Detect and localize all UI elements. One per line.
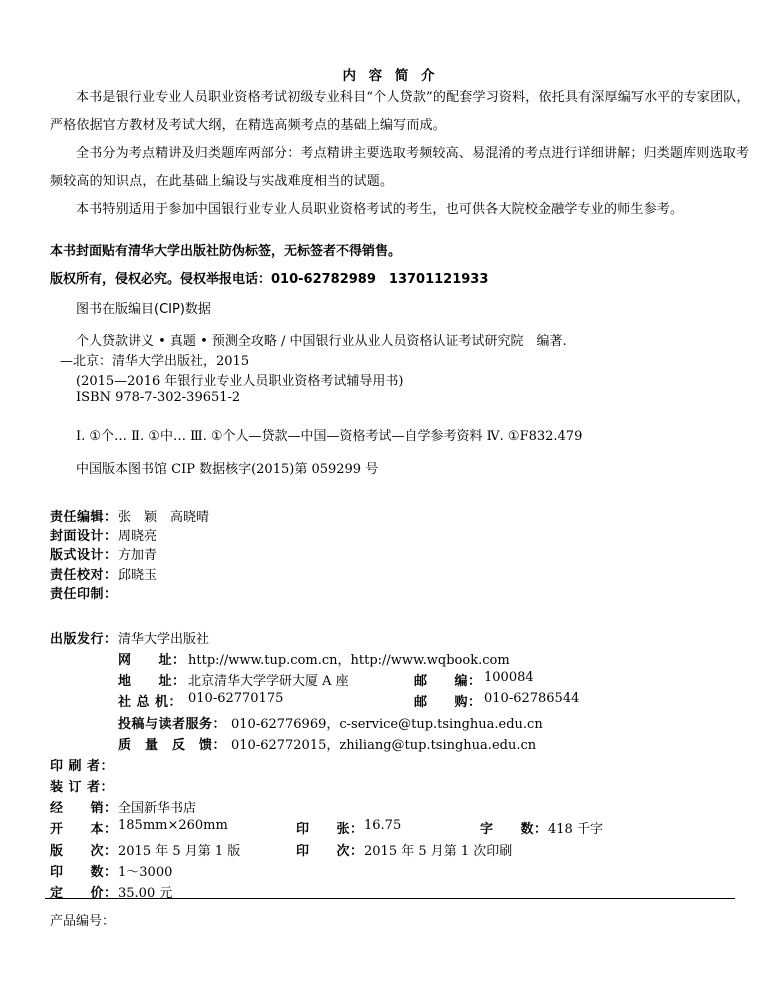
website-label: 网 址：: [118, 653, 186, 668]
edition-label: 版 次：: [50, 844, 118, 859]
print-run-value: 1～3000: [118, 865, 173, 880]
quality-feedback-value: 010-62772015，zhiliang@tup.tsinghua.edu.cn: [231, 738, 537, 753]
switchboard-value: 010-62770175: [188, 691, 284, 706]
price-label: 定 价：: [50, 886, 118, 901]
editor-label: 责任编辑：: [50, 510, 118, 525]
proofreader-label: 责任校对：: [50, 568, 118, 583]
summary-paragraph-1: 本书是银行业专业人员职业资格考试初级专业科目“个人贷款”的配套学习资料，依托具有深厚编写水平的专家团队，严格依据官方教材及考试大纲，在精选高频考点的基础上编写而成。: [50, 90, 750, 133]
edition-value: 2015 年 5 月第 1 版: [118, 844, 241, 859]
printer-label: 印 刷 者：: [50, 759, 115, 774]
copyright-notice: 版权所有，侵权必究。侵权举报电话：010-62782989 13701121933: [50, 272, 489, 287]
word-count-label: 字 数：: [480, 822, 548, 837]
postcode-label: 邮 编：: [414, 674, 482, 689]
distributor-value: 全国新华书店: [118, 801, 197, 816]
cip-record: 中国版本图书馆 CIP 数据核字(2015)第 059299 号: [76, 462, 379, 477]
editor-value: 张 颖 高晓晴: [118, 510, 210, 525]
format-label: 开 本：: [50, 822, 118, 837]
contribution-label: 投稿与读者服务：: [118, 717, 227, 732]
layout-design-label: 版式设计：: [50, 548, 118, 563]
publisher-name: 清华大学出版社: [118, 632, 210, 647]
impression-label: 印 次：: [296, 844, 364, 859]
address-value: 北京清华大学学研大厦 A 座: [188, 674, 349, 689]
divider-line: [45, 898, 735, 899]
mail-order-value: 010-62786544: [484, 691, 580, 706]
cip-title-line: 个人贷款讲义 • 真题 • 预测全攻略 / 中国银行业从业人员资格认证考试研究院 编著.: [76, 334, 567, 349]
cip-heading: 图书在版编目(CIP)数据: [76, 302, 211, 317]
distributor-label: 经 销：: [50, 801, 118, 816]
cip-classification: Ⅰ. ①个… Ⅱ. ①中… Ⅲ. ①个人—贷款—中国—资格考试—自学参考资料 Ⅳ. ①F832.479: [76, 429, 583, 444]
cip-series-line: (2015—2016 年银行业专业人员职业资格考试辅导用书): [76, 374, 404, 389]
summary-title: 内 容 简 介: [342, 68, 439, 84]
cip-isbn: ISBN 978-7-302-39651-2: [76, 390, 241, 405]
anticounterfeit-notice: 本书封面贴有清华大学出版社防伪标签，无标签者不得销售。: [50, 244, 402, 259]
layout-design-value: 方加青: [118, 548, 158, 563]
switchboard-label: 社 总 机：: [118, 695, 183, 710]
product-number-label: 产品编号：: [50, 914, 116, 929]
summary-paragraph-3: 本书特别适用于参加中国银行业专业人员职业资格考试的考生，也可供各大院校金融学专业的师生参考。: [76, 202, 684, 217]
address-label: 地 址：: [118, 674, 186, 689]
summary-paragraph-2: 全书分为考点精讲及归类题库两部分：考点精讲主要选取考频较高、易混淆的考点进行详细讲解；归类题库则选取考频较高的知识点，在此基础上编设与实战难度相当的试题。: [50, 146, 750, 189]
cover-design-label: 封面设计：: [50, 529, 118, 544]
website-value: http://www.tup.com.cn，http://www.wqbook.com: [188, 653, 510, 668]
postcode-value: 100084: [484, 670, 534, 685]
word-count-value: 418 千字: [548, 822, 603, 837]
cover-design-value: 周晓亮: [118, 529, 158, 544]
price-value: 35.00 元: [118, 886, 173, 901]
quality-feedback-label: 质 量 反 馈：: [118, 738, 227, 753]
binder-label: 装 订 者：: [50, 780, 115, 795]
publisher-label: 出版发行：: [50, 632, 118, 647]
proofreader-value: 邱晓玉: [118, 568, 158, 583]
impression-value: 2015 年 5 月第 1 次印刷: [364, 844, 513, 859]
cip-publisher-line: —北京：清华大学出版社，2015: [60, 354, 250, 369]
print-supervisor-label: 责任印制：: [50, 587, 118, 602]
sheets-label: 印 张：: [296, 822, 364, 837]
mail-order-label: 邮 购：: [414, 695, 482, 710]
sheets-value: 16.75: [364, 818, 402, 833]
contribution-value: 010-62776969，c-service@tup.tsinghua.edu.cn: [231, 717, 543, 732]
print-run-label: 印 数：: [50, 865, 118, 880]
format-value: 185mm×260mm: [118, 818, 228, 833]
